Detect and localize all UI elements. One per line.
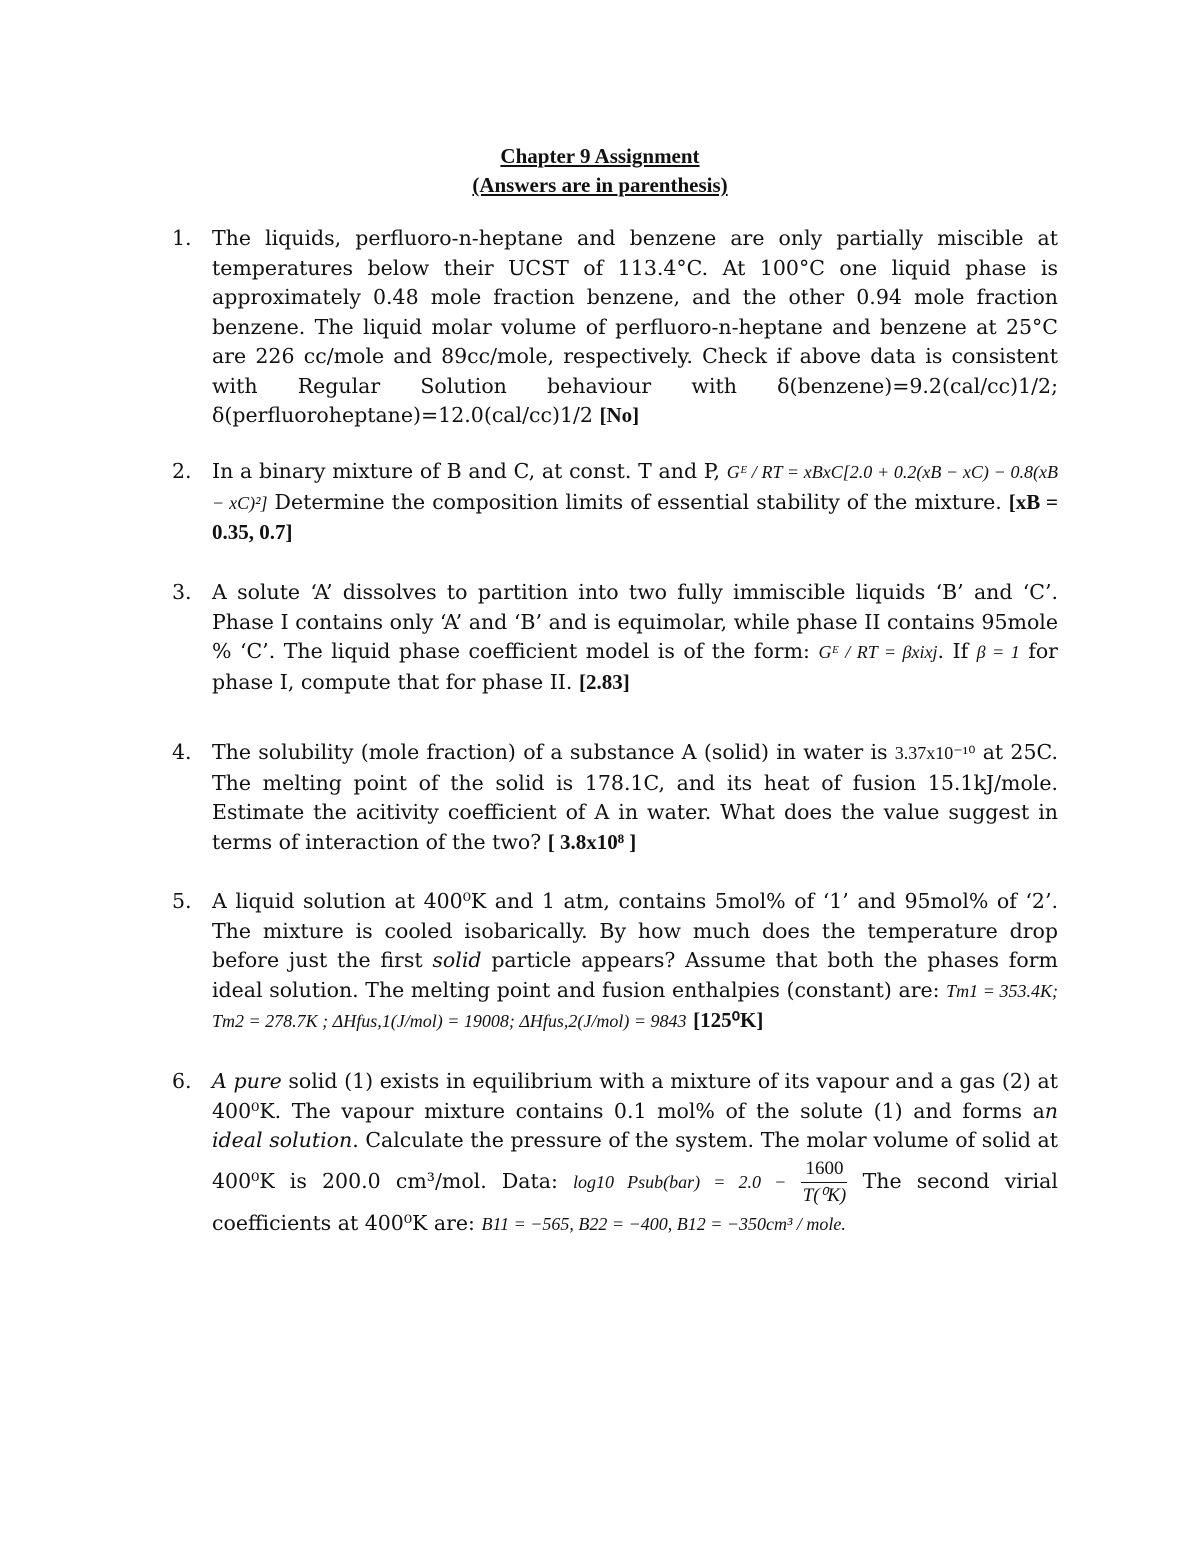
question-text: A liquid solution at 400⁰K and 1 atm, contains 5mol% of ‘1’ and 95mol% of ‘2’. The mixture is cooled isobarically. By how much does the temperature drop before just the first (212, 889, 1058, 972)
question-2 (172, 457, 1058, 548)
equation: Gᴱ / RT = βxixj (818, 642, 938, 662)
question-text: A solute ‘A’ dissolves to partition into two fully immiscible liquids ‘B’ and ‘C’. Phase I contains only ‘A’ and ‘B’ and is equimolar, while phase II contains 95mole % ‘C’. The liquid phase coefficient model is of the form: (212, 580, 1058, 663)
answer: [xB = 0.35, 0.7] (212, 489, 1058, 544)
question-number: 4. (172, 740, 192, 764)
equation: Gᴱ / RT = xBxC[2.0 + 0.2(xB − xC) − 0.8(xB − xC)²] (212, 462, 1058, 513)
fraction-denominator: T(⁰K) (802, 1184, 847, 1206)
question-text: particle appears? Assume that both the phases form ideal solution. The melting point and fusion enthalpies (constant) are: (212, 948, 1058, 1002)
question-1 (172, 224, 1058, 431)
beta-value: β = 1 (976, 642, 1020, 662)
answer: [ 3.8x10⁸ ] (547, 829, 637, 854)
virial-coefficients: B11 = −565, B22 = −400, B12 = −350cm³ / mole. (481, 1213, 846, 1234)
solubility-value: 3.37x10⁻¹⁰ (894, 743, 976, 763)
question-text: Determine the composition limits of essential stability of the mixture. (274, 489, 1002, 514)
answer: [125⁰K] (693, 1008, 764, 1032)
question-number: 5. (172, 889, 192, 913)
equation-lhs: log10 Psub(bar) = 2.0 − (573, 1171, 787, 1192)
emphasis-text: solid (432, 948, 482, 972)
question-text: The second virial coefficients at 400⁰K are: (212, 1168, 1058, 1235)
question-text: The liquids, perfluoro-n-heptane and benzene are only partially miscible at temperatures below their UCST of 113.4°C. At 100°C one liquid phase is approximately 0.48 mole fraction benzene, and the other 0.94 mole fraction benzene. The liquid molar volume of perfluoro-n-heptane and benzene at 25°C are 226 cc/mole and 89cc/mole, respectively. Check if above data is consistent with Regular Solution behaviour with δ(benzene)=9.2(cal/cc)1/2; δ(perfluoroheptane)=12.0(cal/cc)1/2 (212, 226, 1058, 427)
equation: Tm1 = 353.4K; Tm2 = 278.7K ; ΔHfus,1(J/mol) = 19008; ΔHfus,2(J/mol) = 9843 (212, 980, 1058, 1031)
question-number: 3. (172, 580, 192, 604)
question-4 (172, 738, 1058, 857)
question-5 (172, 887, 1058, 1037)
question-text: . Calculate the pressure of the system. The molar volume of solid at 400⁰K is 200.0 cm³/mol. Data: (212, 1128, 1058, 1193)
answer: [2.83] (578, 669, 630, 694)
chapter-title: Chapter 9 Assignment (500, 144, 700, 168)
question-text: at 25C. The melting point of the solid is 178.1C, and its heat of fusion 15.1kJ/mole. Estimate the acitivity coefficient of A in water. What does the value suggest in terms of interaction of the two? (212, 740, 1058, 854)
question-6 (172, 1067, 1058, 1239)
question-text: for phase I, compute that for phase II. (212, 639, 1058, 694)
answer: [No] (599, 403, 640, 427)
equation-fraction (801, 1156, 847, 1209)
question-number: 2. (172, 459, 192, 483)
answers-note: (Answers are in parenthesis) (472, 173, 728, 197)
question-number: 1. (172, 226, 192, 250)
question-text: solid (1) exists in equilibrium with a mixture of its vapour and a gas (2) at 400⁰K. The vapour mixture contains 0.1 mol% of the solute (1) and forms a (212, 1069, 1058, 1123)
fraction-numerator: 1600 (801, 1156, 847, 1183)
question-text: In a binary mixture of B and C, at const. T and P, (212, 459, 720, 483)
question-text: The solubility (mole fraction) of a substance A (solid) in water is (212, 740, 888, 764)
question-3 (172, 578, 1058, 697)
question-number: 6. (172, 1069, 192, 1093)
page-title (0, 142, 1200, 200)
emphasis-text: A pure (212, 1069, 282, 1093)
emphasis-text: n ideal solution (212, 1098, 1058, 1152)
question-text: . If (937, 639, 969, 663)
